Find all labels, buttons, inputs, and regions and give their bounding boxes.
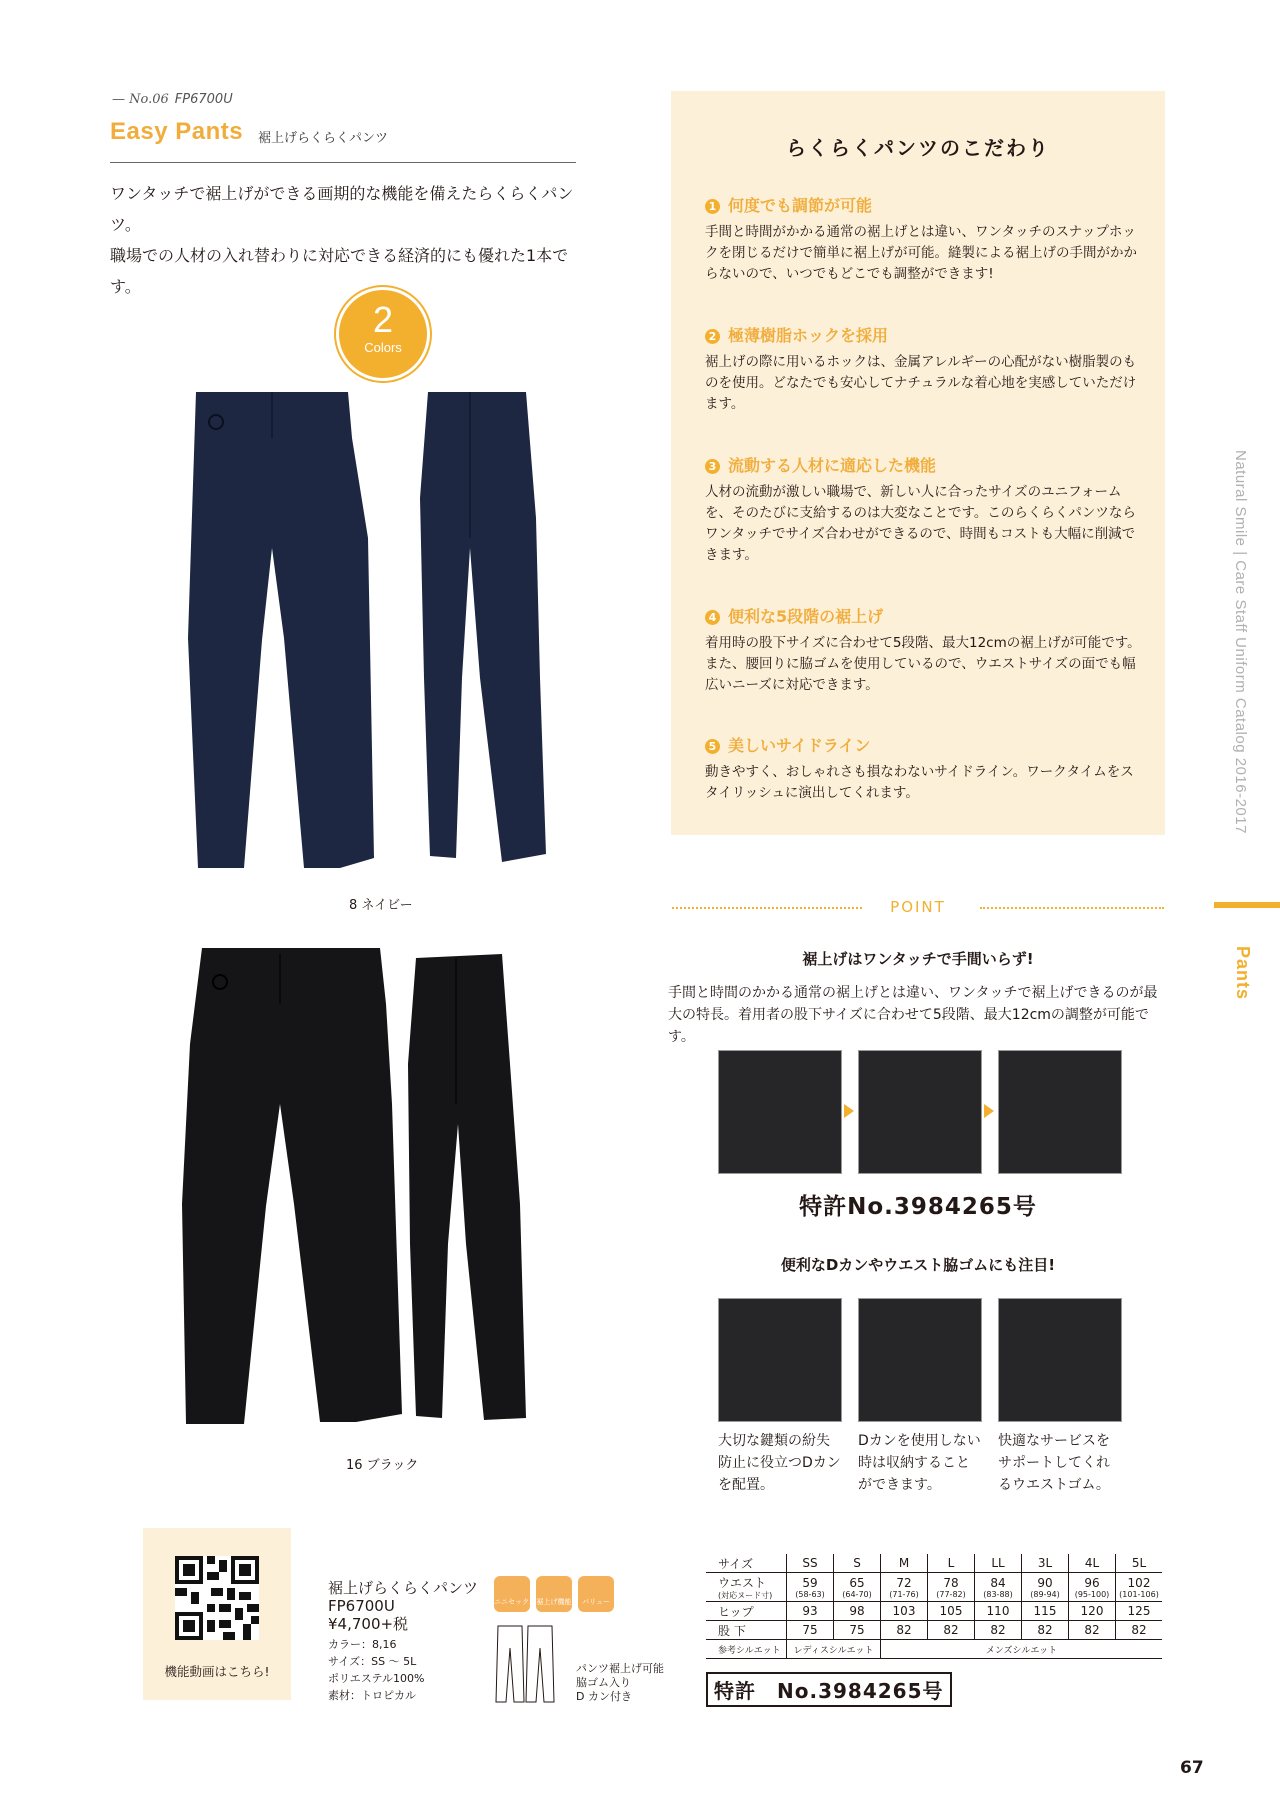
page-subtitle: 裾上げらくらくパンツ xyxy=(258,131,389,146)
hem-function-icon: 裾上げ機能 xyxy=(536,1576,572,1612)
unisex-icon: ニニセックス xyxy=(494,1576,530,1612)
item-number: — No.06 FP6700U xyxy=(112,92,233,107)
color-caption-black: 16 ブラック xyxy=(346,1458,419,1473)
product-info xyxy=(328,1579,478,1633)
color-caption-navy: 8 ネイビー xyxy=(349,898,413,913)
product-price: ¥4,700+税 xyxy=(328,1615,409,1633)
feature-5 xyxy=(705,733,1145,804)
product-code: FP6700U xyxy=(328,1597,395,1615)
feature-2 xyxy=(705,323,1145,415)
feature-heading: 1 何度でも調節が可能 xyxy=(705,193,1145,216)
feature-4 xyxy=(705,604,1145,696)
feature-body: 人材の流動が激しい職場で、新しい人に合ったサイズのユニフォームを、そのたびに支給するのは大変なことです。このらくらくパンツならワンタッチでサイズ合わせができるので、時間もコストも大幅に削減できます。 xyxy=(705,484,1136,563)
colors-badge xyxy=(336,287,430,381)
number-icon: 5 xyxy=(705,739,720,754)
table-row: サイズ SS S M L LL 3L 4L 5L xyxy=(706,1554,1162,1573)
divider xyxy=(110,162,576,163)
feature-body: 手間と時間がかかる通常の裾上げとは違い、ワンタッチのスナップホックを閉じるだけで簡単に裾上げが可能。縫製による裾上げの手間がかからないので、いつでもどこでも調整ができます! xyxy=(705,224,1137,282)
colors-count: 2 xyxy=(372,299,394,340)
waist-elastic-photo xyxy=(998,1298,1122,1422)
point-divider xyxy=(672,898,1164,918)
arrow-right-icon xyxy=(984,1104,994,1118)
page-title: Easy Pants xyxy=(110,118,244,145)
feature-heading: 4 便利な5段階の裾上げ xyxy=(705,604,1145,627)
navy-pants-image xyxy=(180,378,560,870)
size-table xyxy=(706,1554,1162,1659)
intro-line-1: ワンタッチで裾上げができる画期的な機能を備えたらくらくパンツ。 xyxy=(110,184,574,234)
feature-heading: 2 極薄樹脂ホックを採用 xyxy=(705,323,1145,346)
feature-body: 裾上げの際に用いるホックは、金属アレルギーの心配がない樹脂製のものを使用。どなたでも安心してナチュラルな着心地を実感していただけます。 xyxy=(705,354,1137,412)
table-row: ウエスト (対応ヌード寸) 59 (58-63) 65 (64-70) 72 (71-76) 78 (77-82) 84 (83-88) 90 (89-94) 96 (95-100) 102 (101-106) xyxy=(706,1573,1162,1602)
item-code: FP6700U xyxy=(174,92,233,107)
table-row: 参考シルエット レディスシルエット メンズシルエット xyxy=(706,1640,1162,1659)
spec-material: ポリエステル100% xyxy=(328,1672,425,1685)
number-icon: 3 xyxy=(705,459,720,474)
dkan-stowed-photo xyxy=(858,1298,982,1422)
patent-stamp: 特許 No.3984265号 xyxy=(706,1672,952,1707)
feature-1 xyxy=(705,193,1145,285)
intro-text xyxy=(110,178,590,302)
features-title: らくらくパンツのこだわり xyxy=(786,136,1050,160)
point-heading: 裾上げはワンタッチで手間いらず! xyxy=(802,950,1034,968)
point-label: POINT xyxy=(890,898,946,916)
qr-code-icon[interactable] xyxy=(175,1556,259,1640)
dkan-photo xyxy=(718,1298,842,1422)
hem-step-photo-2 xyxy=(858,1050,982,1174)
hem-step-photo-1 xyxy=(718,1050,842,1174)
point-body: 手間と時間のかかる通常の裾上げとは違い、ワンタッチで裾上げできるのが最大の特長。着用者の股下サイズに合わせて5段階、最大12cmの調整が可能です。 xyxy=(668,985,1158,1045)
feature-heading: 5 美しいサイドライン xyxy=(705,733,1145,756)
black-pants-image xyxy=(180,944,560,1446)
table-row: 股 下 75 75 82 82 82 82 82 82 xyxy=(706,1621,1162,1640)
spec-size: サイズ：SS 〜 5L xyxy=(328,1655,417,1668)
arrow-right-icon xyxy=(844,1104,854,1118)
feature-body: 動きやすく、おしゃれさも損なわないサイドライン。ワークタイムをスタイリッシュに演出してくれます。 xyxy=(705,764,1134,801)
number-icon: 1 xyxy=(705,199,720,214)
number-icon: 4 xyxy=(705,610,720,625)
pants-silhouette-icon xyxy=(494,1624,556,1704)
feature-body: 着用時の股下サイズに合わせて5段階、最大12cmの裾上げが可能です。また、腰回りに脇ゴムを使用しているので、ウエストサイズの面でも幅広いニーズに対応できます。 xyxy=(705,635,1141,693)
product-specs xyxy=(328,1636,424,1704)
feature-3 xyxy=(705,453,1145,566)
colors-label: Colors xyxy=(364,340,402,355)
dkan-caption-2: Dカンを使用しない時は収納することができます。 xyxy=(858,1433,981,1493)
pants-notes: パンツ裾上げ可能 脇ゴム入り D カン付き xyxy=(576,1662,664,1703)
hem-step-photo-3 xyxy=(998,1050,1122,1174)
catalog-side-text: Natural Smile | Care Staff Uniform Catalog 2016-2017 xyxy=(1232,450,1249,834)
qr-caption: 機能動画はこちら! xyxy=(164,1664,270,1679)
intro-line-2: 職場での人材の入れ替わりに対応できる経済的にも優れた1本です。 xyxy=(110,246,569,296)
value-icon: バリュー xyxy=(578,1576,614,1612)
dkan-caption-1: 大切な鍵類の紛失防止に役立つDカンを配置。 xyxy=(718,1433,841,1493)
product-name: 裾上げらくらくパンツ xyxy=(328,1579,479,1597)
patent-number: 特許No.3984265号 xyxy=(799,1194,1037,1220)
table-row: ヒップ 93 98 103 105 110 115 120 125 xyxy=(706,1602,1162,1621)
dkan-caption-3: 快適なサービスをサポートしてくれるウエストゴム。 xyxy=(998,1433,1110,1493)
number-icon: 2 xyxy=(705,329,720,344)
spec-fabric: 素材：トロピカル xyxy=(328,1689,416,1702)
page-number: 67 xyxy=(1180,1758,1204,1778)
spec-color: カラー：8,16 xyxy=(328,1638,397,1651)
dotted-line xyxy=(980,907,1164,909)
section-tab: Pants xyxy=(1233,946,1253,1001)
side-accent-bar xyxy=(1214,902,1280,908)
feature-heading: 3 流動する人材に適応した機能 xyxy=(705,453,1145,476)
dkan-heading: 便利なDカンやウエスト脇ゴムにも注目! xyxy=(780,1256,1056,1274)
